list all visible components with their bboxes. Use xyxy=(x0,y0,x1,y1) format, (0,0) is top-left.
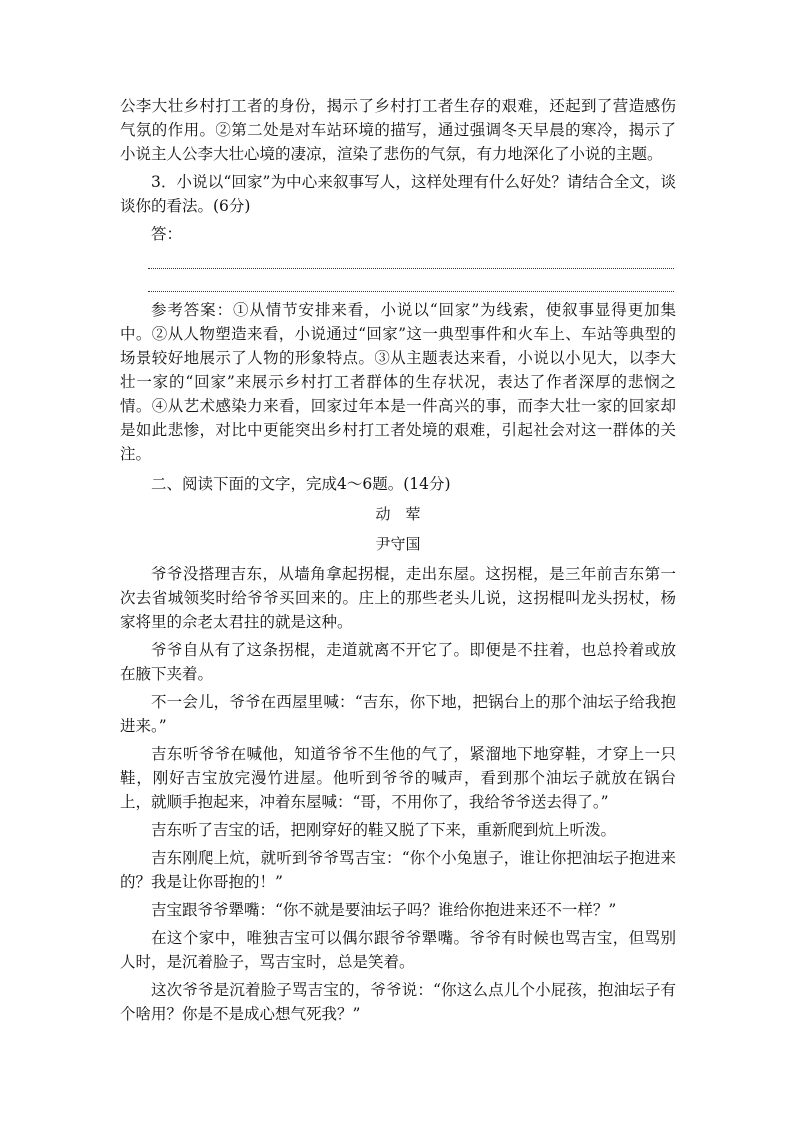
story-paragraph: 爷爷没搭理吉东，从墙角拿起拐棍，走出东屋。这拐棍，是三年前吉东第一次去省城领奖时给爷爷买回来的。庄上的那些老头儿说，这拐棍叫龙头拐杖，杨家将里的佘老太君拄的就是这种。 xyxy=(120,565,676,631)
answer-area xyxy=(120,222,676,292)
story-paragraph: 不一会儿，爷爷在西屋里喊：“吉东，你下地，把锅台上的那个油坛子给我抱进来。” xyxy=(120,693,676,735)
story-title xyxy=(120,502,676,526)
story-paragraph: 爷爷自从有了这条拐棍，走道就离不开它了。即便是不拄着，也总拎着或放在腋下夹着。 xyxy=(120,641,676,683)
intro-paragraph: 公李大壮乡村打工者的身份，揭示了乡村打工者生存的艰难，还起到了营造感伤气氛的作用。②第二处是对车站环境的描写，通过强调冬天早晨的寒冷，揭示了小说主人公李大壮心境的凄凉，渲染了悲伤的气氛，有力地深化了小说的主题。 xyxy=(120,97,676,163)
question-3: 3．小说以“回家”为中心来叙事写人，这样处理有什么好处？请结合全文，谈谈你的看法。(6分) xyxy=(120,173,676,215)
story-paragraph: 吉东听了吉宝的话，把刚穿好的鞋又脱了下来，重新爬到炕上听泼。 xyxy=(151,821,617,839)
answer-line[interactable] xyxy=(148,291,674,292)
story-title-text: 动 荤 xyxy=(375,505,421,523)
story-paragraph: 吉东刚爬上炕，就听到爷爷骂吉宝：“你个小兔崽子，谁让你把油坛子抱进来的？我是让你哥抱的！” xyxy=(120,849,676,891)
answer-line[interactable] xyxy=(148,268,674,269)
section-heading: 二、阅读下面的文字，完成4～6题。(14分) xyxy=(151,475,451,493)
story-paragraph: 在这个家中，唯独吉宝可以偶尔跟爷爷犟嘴。爷爷有时候也骂吉宝，但骂别人时，是沉着脸子，骂吉宝时，总是笑着。 xyxy=(120,929,676,971)
story-paragraph: 吉宝跟爷爷犟嘴：“你不就是要油坛子吗？谁给你抱进来还不一样？” xyxy=(151,901,617,919)
story-author-text: 尹守国 xyxy=(375,535,421,553)
story-author xyxy=(120,532,676,556)
answer-label: 答： xyxy=(151,225,183,243)
story-paragraph: 这次爷爷是沉着脸子骂吉宝的，爷爷说：“你这么点儿个小屁孩，抱油坛子有个啥用？你是不是成心想气死我？” xyxy=(120,981,676,1023)
story-paragraph: 吉东听爷爷在喊他，知道爷爷不生他的气了，紧溜地下地穿鞋，才穿上一只鞋，刚好吉宝放完漫竹进屋。他听到爷爷的喊声，看到那个油坛子就放在锅台上，就顺手抱起来，冲着东屋喊：“哥，不用你了，我给爷爷送去得了。” xyxy=(120,745,676,811)
document-page xyxy=(120,94,676,1030)
story-body xyxy=(120,562,676,1026)
reference-answer: 参考答案：①从情节安排来看，小说以“回家”为线索，使叙事显得更加集中。②从人物塑造来看，小说通过“回家”这一典型事件和火车上、车站等典型的场景较好地展示了人物的形象特点。③从主题表达来看，小说以小见大，以李大壮一家的“回家”来展示乡村打工者群体的生存状况，表达了作者深厚的悲悯之情。④从艺术感染力来看，回家过年本是一件高兴的事，而李大壮一家的回家却是如此悲惨，对比中更能突出乡村打工者处境的艰难，引起社会对这一群体的关注。 xyxy=(120,301,676,463)
